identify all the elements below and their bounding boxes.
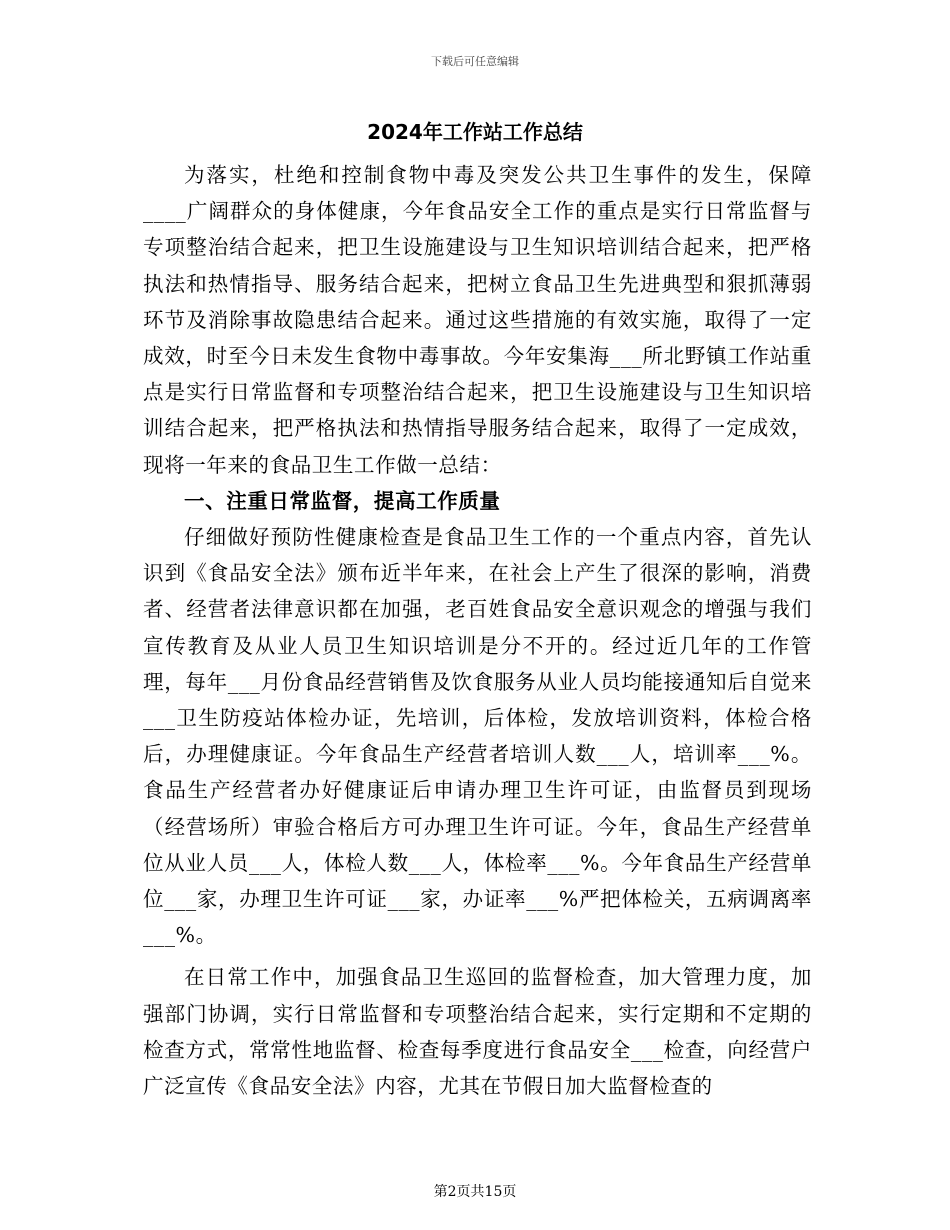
- section-heading: 一、注重日常监督，提高工作质量: [184, 488, 501, 513]
- header-note: 下载后可任意编辑: [431, 55, 519, 68]
- page-number: 第2页共15页: [433, 1184, 517, 1200]
- intro-paragraph: 为落实，杜绝和控制食物中毒及突发公共卫生事件的发生，保障____广阔群众的身体健康，今年食品安全工作的重点是实行日常监督与专项整治结合起来，把卫生设施建设与卫生知识培训结合起来，把严格执法和热情指导、服务结合起来，把树立食品卫生先进典型和狠抓薄弱环节及消除事故隐患结合起来。通过这些措施的有效实施，取得了一定成效，时至今日未发生食物中毒事故。今年安集海___所北野镇工作站重点是实行日常监督和专项整治结合起来，把卫生设施建设与卫生知识培训结合起来，把严格执法和热情指导服务结合起来，取得了一定成效，现将一年来的食品卫生工作做一总结：: [143, 163, 812, 477]
- document-body: [143, 157, 812, 1104]
- document-title: 2024年工作站工作总结: [367, 120, 583, 144]
- body-paragraph: 仔细做好预防性健康检查是食品卫生工作的一个重点内容，首先认识到《食品安全法》颁布近半年来，在社会上产生了很深的影响，消费者、经营者法律意识都在加强，老百姓食品安全意识观念的增强与我们宣传教育及从业人员卫生知识培训是分不开的。经过近几年的工作管理，每年___月份食品经营销售及饮食服务从业人员均能接通知后自觉来___卫生防疫站体检办证，先培训，后体检，发放培训资料，体检合格后，办理健康证。今年食品生产经营者培训人数___人，培训率___%。食品生产经营者办好健康证后申请办理卫生许可证，由监督员到现场（经营场所）审验合格后方可办理卫生许可证。今年，食品生产经营单位从业人员___人，体检人数___人，体检率___%。今年食品生产经营单位___家，办理卫生许可证___家，办证率___%严把体检关，五病调离率___%。: [143, 525, 812, 948]
- body-paragraph: 在日常工作中，加强食品卫生巡回的监督检查，加大管理力度，加强部门协调，实行日常监督和专项整治结合起来，实行定期和不定期的检查方式，常常性地监督、检查每季度进行食品安全___检查，向经营户广泛宣传《食品安全法》内容，尤其在节假日加大监督检查的: [143, 965, 812, 1099]
